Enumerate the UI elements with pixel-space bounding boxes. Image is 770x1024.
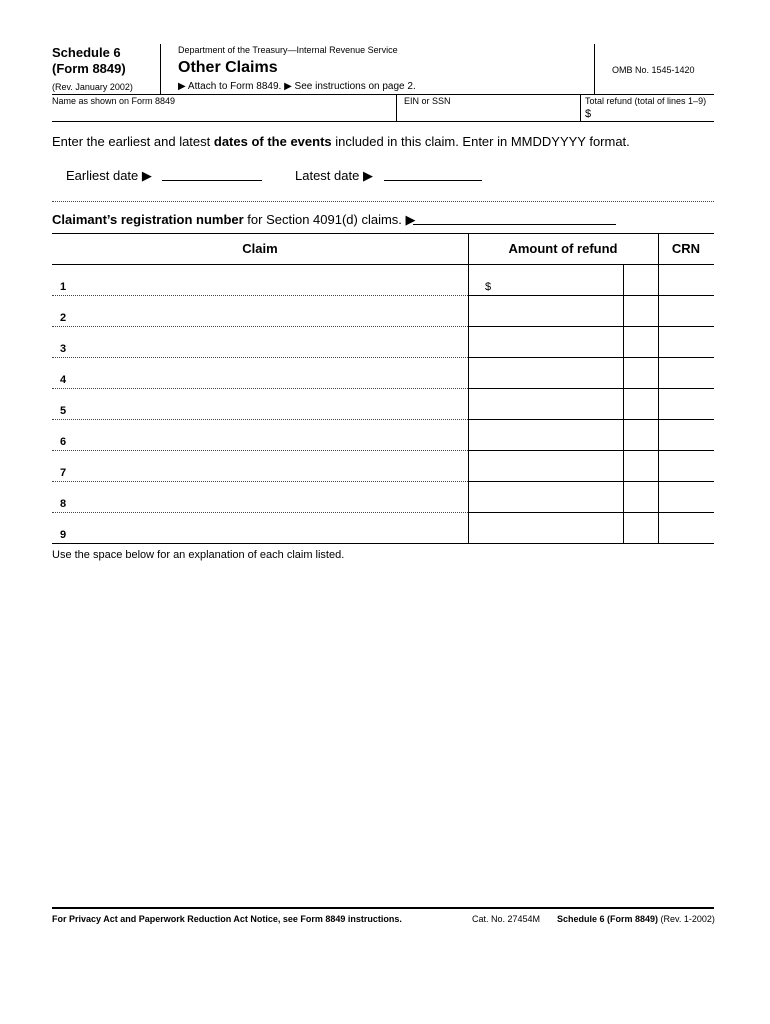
amount-field[interactable]: [496, 421, 620, 448]
claim-field[interactable]: [72, 297, 464, 324]
explanation-label: Use the space below for an explanation of each claim listed.: [52, 549, 345, 561]
header-bottom-rule: [52, 94, 714, 95]
row-separator: [52, 481, 468, 482]
row-separator-amount: [468, 388, 714, 389]
claim-field[interactable]: [72, 452, 464, 479]
line-number: 3: [60, 343, 67, 355]
line-number: 1: [60, 281, 67, 293]
registration-label: [52, 212, 416, 228]
form-label: (Form 8849): [52, 61, 126, 76]
crn-field[interactable]: [662, 328, 712, 355]
footer-rev: (Rev. 1-2002): [658, 914, 715, 924]
explanation-area[interactable]: [52, 566, 714, 902]
claim-column-header: Claim: [242, 241, 278, 256]
claim-field[interactable]: [72, 266, 464, 293]
line-number: 9: [60, 529, 67, 541]
row-separator-amount: [468, 326, 714, 327]
claim-field[interactable]: [72, 514, 464, 541]
line-number: 5: [60, 405, 67, 417]
identity-bottom-rule: [52, 121, 714, 122]
latest-date-label: Latest date ▶: [295, 168, 373, 183]
dates-instruction: [52, 134, 630, 149]
header-divider-left: [160, 44, 161, 94]
footer-rule: [52, 907, 714, 909]
rev-label: (Rev. January 2002): [52, 82, 133, 92]
line-number: 8: [60, 498, 67, 510]
amount-field[interactable]: [496, 390, 620, 417]
earliest-date-label: Earliest date ▶: [66, 168, 152, 183]
line-number: 4: [60, 374, 67, 386]
form-title: Other Claims: [178, 59, 278, 76]
line-number: 2: [60, 312, 67, 324]
total-divider: [580, 94, 581, 121]
total-currency: $: [585, 108, 592, 120]
ein-field[interactable]: [400, 106, 576, 120]
row-separator: [52, 295, 468, 296]
row-separator-amount: [468, 450, 714, 451]
footer-form-id: [557, 914, 715, 924]
row-separator-amount: [468, 357, 714, 358]
row-separator-amount: [468, 512, 714, 513]
privacy-notice: For Privacy Act and Paperwork Reduction Act Notice, see Form 8849 instructions.: [52, 914, 402, 924]
latest-date-field[interactable]: [384, 165, 482, 181]
amount-field[interactable]: [496, 266, 620, 293]
name-label: Name as shown on Form 8849: [52, 96, 176, 106]
agency-name: Department of the Treasury—Internal Revenue Service: [178, 45, 398, 55]
crn-field[interactable]: [662, 297, 712, 324]
registration-label-bold: Claimant’s registration number: [52, 212, 244, 227]
claim-field[interactable]: [72, 390, 464, 417]
total-refund-label: Total refund (total of lines 1–9): [585, 96, 707, 106]
dates-intro-after: included in this claim. Enter in MMDDYYYY format.: [331, 134, 630, 149]
ein-divider: [396, 94, 397, 121]
total-refund-field[interactable]: [596, 106, 712, 120]
amount-field[interactable]: [496, 514, 620, 541]
claim-field[interactable]: [72, 483, 464, 510]
amount-field[interactable]: [496, 452, 620, 479]
row-separator: [52, 419, 468, 420]
row-separator: [52, 326, 468, 327]
crn-field[interactable]: [662, 390, 712, 417]
crn-field[interactable]: [662, 452, 712, 479]
dates-intro-before: Enter the earliest and latest: [52, 134, 214, 149]
registration-label-rest: for Section 4091(d) claims. ▶: [243, 212, 416, 227]
header-divider-right: [594, 44, 595, 94]
row-separator-amount: [468, 419, 714, 420]
earliest-date-field[interactable]: [162, 165, 262, 181]
ein-label: EIN or SSN: [404, 96, 451, 106]
amount-field[interactable]: [496, 483, 620, 510]
name-field[interactable]: [52, 106, 392, 120]
line-number: 7: [60, 467, 67, 479]
amount-cents-divider: [623, 264, 624, 543]
omb-number: OMB No. 1545-1420: [612, 65, 695, 75]
crn-field[interactable]: [662, 266, 712, 293]
crn-field[interactable]: [662, 514, 712, 541]
amount-field[interactable]: [496, 328, 620, 355]
table-top-rule: [52, 233, 714, 234]
dates-separator: [52, 201, 714, 202]
footer-form-id-bold: Schedule 6 (Form 8849): [557, 914, 659, 924]
amount-field[interactable]: [496, 359, 620, 386]
row-separator: [52, 357, 468, 358]
crn-field[interactable]: [662, 421, 712, 448]
row-separator: [52, 450, 468, 451]
row-separator: [52, 388, 468, 389]
row-separator-amount: [468, 295, 714, 296]
claim-field[interactable]: [72, 421, 464, 448]
claim-field[interactable]: [72, 328, 464, 355]
schedule-label: Schedule 6: [52, 45, 121, 60]
row-separator-amount: [468, 481, 714, 482]
table-header-rule: [52, 264, 714, 265]
amount-field[interactable]: [496, 297, 620, 324]
amount-currency: $: [485, 281, 492, 293]
attach-instructions: ▶ Attach to Form 8849. ▶ See instructions on page 2.: [178, 81, 416, 92]
dates-intro-bold: dates of the events: [213, 134, 332, 149]
claim-field[interactable]: [72, 359, 464, 386]
registration-number-field[interactable]: [413, 210, 616, 225]
catalog-number: Cat. No. 27454M: [472, 914, 541, 924]
amount-column-header: Amount of refund: [508, 241, 618, 256]
row-separator: [52, 512, 468, 513]
crn-field[interactable]: [662, 483, 712, 510]
table-bottom-rule: [52, 543, 714, 544]
line-number: 6: [60, 436, 67, 448]
crn-field[interactable]: [662, 359, 712, 386]
crn-column-header: CRN: [671, 241, 701, 256]
